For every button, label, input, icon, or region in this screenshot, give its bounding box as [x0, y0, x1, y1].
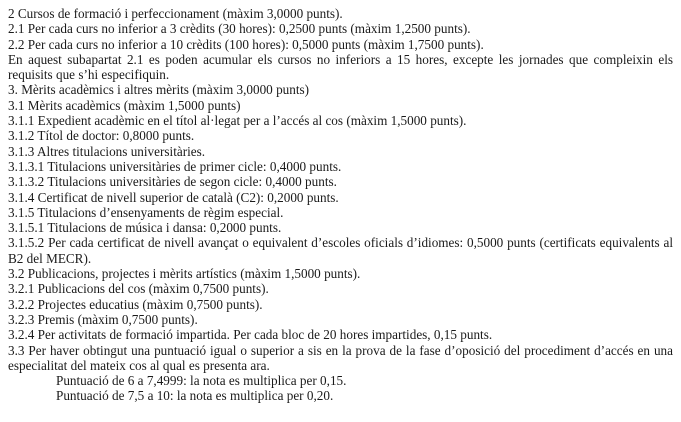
item-3-1-3-1: 3.1.3.1 Titulacions universitàries de primer cicle: 0,4000 punts.: [8, 158, 342, 174]
section-heading-2: 2 Cursos de formació i perfeccionament (màxim 3,0000 punts).: [8, 6, 343, 21]
item-3-2-2: 3.2.2 Projectes educatius (màxim 0,7500 punts).: [8, 296, 263, 312]
item-3-1-3-2: 3.1.3.2 Titulacions universitàries de segon cicle: 0,4000 punts.: [8, 174, 337, 190]
item-3-1-5-2: 3.1.5.2 Per cada certificat de nivell avançat o equivalent d’escoles oficials d’idiomes: 0,5000 punts (certificats equivalents al B2 del MECR).: [8, 235, 673, 266]
note-2-1: En aquest subapartat 2.1 es poden acumular els cursos no inferiors a 15 hores, excepte les jornades que compleixin els requisits que s’hi especifiquin.: [8, 51, 673, 83]
item-3-1-4: 3.1.4 Certificat de nivell superior de català (C2): 0,2000 punts.: [8, 189, 339, 205]
item-3-2-3: 3.2.3 Premis (màxim 0,7500 punts).: [8, 311, 198, 327]
item-2-2: 2.2 Per cada curs no inferior a 10 crèdits (100 hores): 0,5000 punts (màxim 1,7500 punts).: [8, 36, 484, 52]
item-3-2-1: 3.2.1 Publicacions del cos (màxim 0,7500 punts).: [8, 281, 269, 297]
item-3-1-3: 3.1.3 Altres titulacions universitàries.: [8, 143, 206, 159]
item-3-3: 3.3 Per haver obtingut una puntuació igual o superior a sis en la prova de la fase d’oposició del procediment d’accés en una especialitat del mateix cos al qual es presenta ara.: [8, 342, 673, 373]
item-3-2-4: 3.2.4 Per activitats de formació impartida. Per cada bloc de 20 hores impartides, 0,15 punts.: [8, 327, 493, 343]
item-2-1: 2.1 Per cada curs no inferior a 3 crèdits (30 hores): 0,2500 punts (màxim 1,2500 punts).: [8, 21, 471, 37]
item-3-2: 3.2 Publicacions, projectes i mèrits artístics (màxim 1,5000 punts).: [8, 266, 361, 282]
item-3-1-5: 3.1.5 Titulacions d’ensenyaments de règim especial.: [8, 204, 284, 220]
score-rule-low: Puntuació de 6 a 7,4999: la nota es multiplica per 0,15.: [56, 373, 347, 389]
score-rule-high: Puntuació de 7,5 a 10: la nota es multiplica per 0,20.: [56, 388, 334, 404]
item-3-1-5-1: 3.1.5.1 Titulacions de música i dansa: 0,2000 punts.: [8, 220, 282, 236]
item-3-1-1: 3.1.1 Expedient acadèmic en el títol al·legat per a l’accés al cos (màxim 1,5000 punts).: [8, 113, 467, 129]
section-heading-3: 3. Mèrits acadèmics i altres mèrits (màxim 3,0000 punts): [8, 82, 310, 98]
item-3-1: 3.1 Mèrits acadèmics (màxim 1,5000 punts): [8, 97, 241, 113]
item-3-1-2: 3.1.2 Títol de doctor: 0,8000 punts.: [8, 128, 195, 144]
